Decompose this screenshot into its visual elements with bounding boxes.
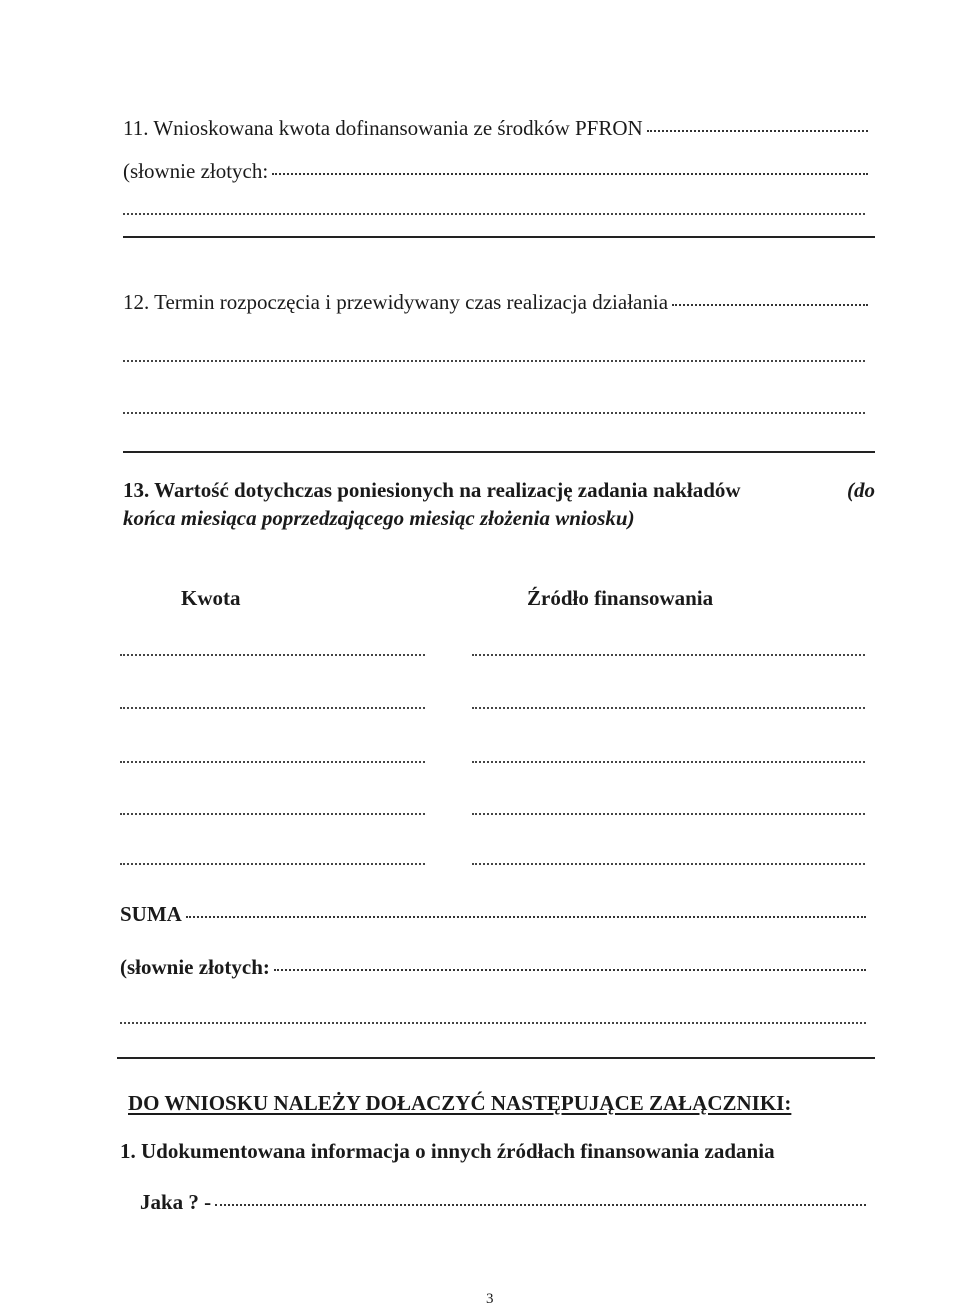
dotted-fill — [274, 969, 866, 971]
source-line — [472, 813, 865, 815]
dotted-fill — [186, 916, 866, 918]
dotted-line — [123, 412, 865, 414]
which-label: Jaka ? - — [140, 1190, 212, 1214]
attachments-heading: DO WNIOSKU NALEŻY DOŁACZYĆ NASTĘPUJĄCE ZAŁĄCZNIKI: — [128, 1091, 792, 1115]
page-number: 3 — [486, 1291, 494, 1307]
section-13-title-italic-start: (do — [847, 478, 875, 502]
sum-words-field — [120, 955, 866, 980]
section-13-title-italic-rest: końca miesiąca poprzedzającego miesiąc złożenia wniosku) — [123, 506, 635, 530]
dotted-line — [123, 360, 865, 362]
amount-line — [120, 813, 425, 815]
section-11-title: 11. Wnioskowana kwota dofinansowania ze środków PFRON — [123, 116, 643, 140]
source-line — [472, 863, 865, 865]
section-12-term-field — [123, 290, 868, 315]
section-11-amount-field — [123, 116, 868, 141]
amount-line — [120, 654, 425, 656]
dotted-line — [120, 1022, 866, 1024]
amount-line — [120, 863, 425, 865]
dotted-line — [123, 213, 865, 215]
amount-line — [120, 707, 425, 709]
which-field — [140, 1190, 866, 1215]
section-11-words-label: (słownie złotych: — [123, 159, 269, 183]
column-header-amount: Kwota — [181, 586, 241, 610]
attachment-item-1: 1. Udokumentowana informacja o innych źródłach finansowania zadania — [120, 1139, 775, 1163]
section-divider — [117, 1057, 875, 1059]
dotted-fill — [215, 1204, 866, 1206]
section-13-title: 13. Wartość dotychczas poniesionych na realizację zadania nakładów — [123, 478, 741, 502]
section-13-title-line-1 — [123, 478, 875, 503]
section-12-title: 12. Termin rozpoczęcia i przewidywany czas realizacja działania — [123, 290, 669, 314]
section-divider — [123, 236, 875, 238]
sum-label: SUMA — [120, 902, 182, 926]
source-line — [472, 707, 865, 709]
amount-line — [120, 761, 425, 763]
dotted-fill — [647, 130, 868, 132]
sum-words-label: (słownie złotych: — [120, 955, 270, 979]
column-header-source: Źródło finansowania — [527, 586, 714, 610]
source-line — [472, 761, 865, 763]
source-line — [472, 654, 865, 656]
section-11-words-field — [123, 159, 868, 184]
sum-field — [120, 902, 866, 927]
dotted-fill — [672, 304, 868, 306]
dotted-fill — [272, 173, 868, 175]
section-divider — [123, 451, 875, 453]
